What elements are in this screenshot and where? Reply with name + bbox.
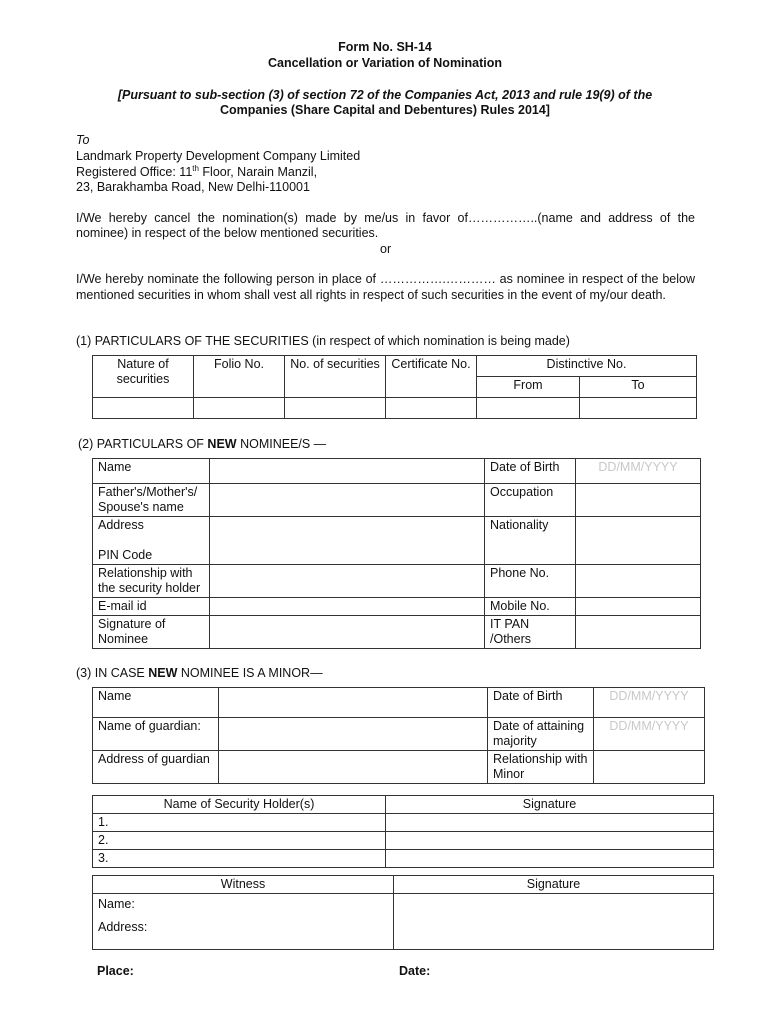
section2-heading-pre: (2) PARTICULARS OF bbox=[78, 437, 208, 451]
label-name: Name bbox=[93, 459, 210, 484]
label-minor-dob: Date of Birth bbox=[488, 688, 594, 718]
cell-count[interactable] bbox=[285, 398, 386, 419]
holder-sig-1[interactable] bbox=[386, 814, 714, 832]
col-witness: Witness bbox=[93, 876, 394, 894]
section1-heading: (1) PARTICULARS OF THE SECURITIES (in respect of which nomination is being made) bbox=[76, 334, 570, 348]
field-email[interactable] bbox=[210, 598, 485, 616]
holder-row-3[interactable]: 3. bbox=[93, 850, 386, 868]
label-email: E-mail id bbox=[93, 598, 210, 616]
pursuant-line-2: Companies (Share Capital and Debentures) Rules 2014] bbox=[220, 103, 550, 117]
section2-heading-post: NOMINEE/S — bbox=[236, 437, 327, 451]
witness-details[interactable] bbox=[93, 894, 394, 950]
label-guardian-address: Address of guardian bbox=[93, 751, 219, 784]
col-count: No. of securities bbox=[285, 356, 386, 398]
company-name: Landmark Property Development Company Limited bbox=[76, 149, 361, 163]
col-to: To bbox=[580, 377, 697, 398]
registered-office bbox=[76, 164, 317, 179]
holder-row-1[interactable]: 1. bbox=[93, 814, 386, 832]
col-holder-signature: Signature bbox=[386, 796, 714, 814]
cell-certificate[interactable] bbox=[386, 398, 477, 419]
holder-sig-2[interactable] bbox=[386, 832, 714, 850]
label-address-text: Address bbox=[98, 518, 144, 532]
field-signature[interactable] bbox=[210, 616, 485, 649]
section3-heading bbox=[76, 666, 323, 680]
field-guardian[interactable] bbox=[219, 718, 488, 751]
section3-heading-pre: (3) IN CASE bbox=[76, 666, 149, 680]
col-nature: Nature of securities bbox=[93, 356, 194, 398]
nominate-statement: I/We hereby nominate the following person in place of …………….………… as nominee in respect of the below mentioned securities in whom shall vest all rights in respect of such securities in the event of my/our death. bbox=[76, 272, 695, 302]
pursuant-line-1: [Pursuant to sub-section (3) of section 72 of the Companies Act, 2013 and rule 19(9) of the bbox=[117, 88, 653, 102]
section2-heading bbox=[78, 437, 326, 451]
witness-address-label: Address: bbox=[98, 920, 148, 934]
label-dob: Date of Birth bbox=[485, 459, 576, 484]
label-guardian: Name of guardian: bbox=[93, 718, 219, 751]
field-occupation[interactable] bbox=[576, 484, 701, 517]
cancel-statement: I/We hereby cancel the nomination(s) made by me/us in favor of……………..(name and address of the nominee) in respect of the below mentioned securities. bbox=[76, 211, 695, 240]
field-parent[interactable] bbox=[210, 484, 485, 517]
to-label: To bbox=[76, 133, 90, 147]
field-majority[interactable]: DD/MM/YYYY bbox=[594, 718, 705, 751]
witness-table bbox=[92, 875, 714, 950]
or-separator: or bbox=[380, 242, 392, 256]
date-label: Date: bbox=[399, 964, 431, 978]
field-minor-relationship[interactable] bbox=[594, 751, 705, 784]
label-mobile: Mobile No. bbox=[485, 598, 576, 616]
label-majority: Date of attaining majority bbox=[488, 718, 594, 751]
col-from: From bbox=[477, 377, 580, 398]
label-pin: PIN Code bbox=[98, 548, 153, 562]
col-distinctive: Distinctive No. bbox=[477, 356, 697, 377]
holder-row-2[interactable]: 2. bbox=[93, 832, 386, 850]
label-relationship: Relationship with the security holder bbox=[93, 565, 210, 598]
field-address[interactable] bbox=[210, 517, 485, 565]
field-mobile[interactable] bbox=[576, 598, 701, 616]
office-post: Floor, Narain Manzil, bbox=[198, 165, 318, 180]
cell-from[interactable] bbox=[477, 398, 580, 419]
label-minor-relationship: Relationship with Minor bbox=[488, 751, 594, 784]
field-dob[interactable]: DD/MM/YYYY bbox=[576, 459, 701, 484]
label-parent: Father's/Mother's/ Spouse's name bbox=[93, 484, 210, 517]
securities-table bbox=[92, 355, 697, 419]
office-sup: th bbox=[192, 164, 199, 173]
label-nationality: Nationality bbox=[485, 517, 576, 565]
section2-heading-bold: NEW bbox=[207, 437, 237, 451]
field-nationality[interactable] bbox=[576, 517, 701, 565]
minor-table bbox=[92, 687, 705, 784]
field-relationship[interactable] bbox=[210, 565, 485, 598]
label-pan: IT PAN /Others bbox=[485, 616, 576, 649]
col-holder-name: Name of Security Holder(s) bbox=[93, 796, 386, 814]
label-phone: Phone No. bbox=[485, 565, 576, 598]
label-address bbox=[93, 517, 210, 565]
section3-heading-bold: NEW bbox=[148, 666, 178, 680]
cell-folio[interactable] bbox=[194, 398, 285, 419]
field-minor-dob[interactable]: DD/MM/YYYY bbox=[594, 688, 705, 718]
field-name[interactable] bbox=[210, 459, 485, 484]
field-phone[interactable] bbox=[576, 565, 701, 598]
field-minor-name[interactable] bbox=[219, 688, 488, 718]
col-witness-signature: Signature bbox=[394, 876, 714, 894]
label-signature: Signature of Nominee bbox=[93, 616, 210, 649]
cell-nature[interactable] bbox=[93, 398, 194, 419]
form-title: Cancellation or Variation of Nomination bbox=[267, 56, 503, 70]
col-certificate: Certificate No. bbox=[386, 356, 477, 398]
nominee-table bbox=[92, 458, 701, 649]
section3-heading-post: NOMINEE IS A MINOR— bbox=[177, 666, 323, 680]
form-number: Form No. SH-14 bbox=[338, 40, 432, 54]
company-street: 23, Barakhamba Road, New Delhi-110001 bbox=[76, 180, 310, 194]
place-label: Place: bbox=[97, 964, 134, 978]
cell-to[interactable] bbox=[580, 398, 697, 419]
witness-signature-field[interactable] bbox=[394, 894, 714, 950]
holder-sig-3[interactable] bbox=[386, 850, 714, 868]
witness-name-label: Name: bbox=[98, 897, 135, 911]
office-pre: Registered Office: 11 bbox=[76, 165, 193, 180]
label-minor-name: Name bbox=[93, 688, 219, 718]
field-pan[interactable] bbox=[576, 616, 701, 649]
col-folio: Folio No. bbox=[194, 356, 285, 398]
field-guardian-address[interactable] bbox=[219, 751, 488, 784]
holders-table bbox=[92, 795, 714, 868]
label-occupation: Occupation bbox=[485, 484, 576, 517]
